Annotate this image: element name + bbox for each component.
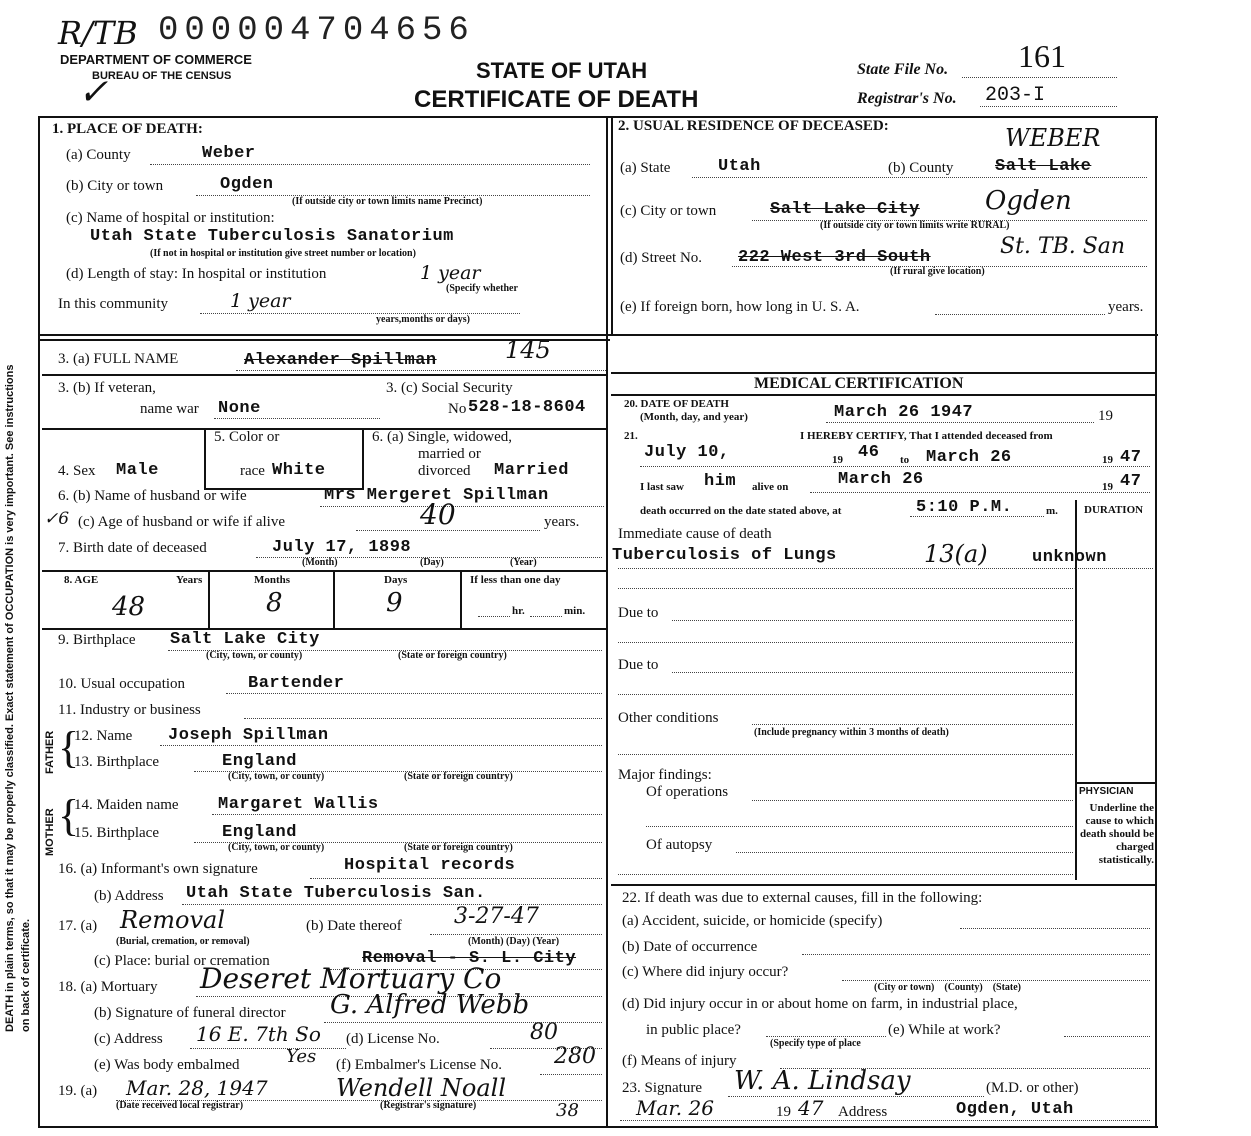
- burial-note: (Burial, cremation, or removal): [116, 936, 250, 947]
- physician-note: Underline the cause to which death should be charged statistically.: [1080, 802, 1154, 866]
- stay-label: (d) Length of stay: In hospital or institution: [66, 266, 327, 282]
- immediate-cause-code: 13(a): [924, 540, 988, 568]
- residence-state-label: (a) State: [620, 160, 671, 176]
- embalmed-label: (e) Was body embalmed: [94, 1057, 240, 1073]
- death-date-suffix: 19: [1098, 408, 1113, 424]
- industry-label: 11. Industry or business: [58, 702, 201, 718]
- mortuary-address-value: 16 E. 7th So: [196, 1022, 321, 1046]
- foreign-born-label: (e) If foreign born, how long in U. S. A.: [620, 299, 860, 315]
- injury-place-note: (Specify type of place: [770, 1038, 861, 1049]
- ssn-value: 528-18-8604: [468, 398, 586, 417]
- mortuary-value: Deseret Mortuary Co: [200, 962, 502, 995]
- occupation-value: Bartender: [248, 674, 345, 693]
- father-brace: {: [58, 723, 80, 772]
- duration-label: DURATION: [1084, 504, 1144, 516]
- mother-city-note: (City, town, or county): [228, 842, 325, 853]
- registrar-number-value: 203-I: [985, 84, 1046, 107]
- last-saw-label: I last saw: [640, 481, 685, 493]
- ssn-label: 3. (c) Social Security: [386, 380, 513, 396]
- attend-to-19: 19: [1102, 454, 1113, 466]
- death-city-label: (b) City or town: [66, 178, 164, 194]
- injury-where-note: (City or town) (County) (State): [874, 982, 1022, 993]
- corner-check: ✓: [78, 72, 109, 113]
- director-value: G. Alfred Webb: [330, 990, 530, 1020]
- attend-to-year: 47: [1120, 448, 1142, 467]
- corner-mark: R/TB: [58, 14, 138, 52]
- months-label: Months: [254, 574, 291, 586]
- marital-label-3: divorced: [418, 463, 471, 479]
- burial-date-note: (Month) (Day) (Year): [468, 936, 560, 947]
- spouse-age-label: (c) Age of husband or wife if alive: [78, 514, 286, 530]
- stay-value: 1 year: [420, 262, 481, 284]
- place-of-death-heading: 1. PLACE OF DEATH:: [52, 121, 203, 137]
- hr-label: hr.: [512, 605, 525, 617]
- attend-to-value: March 26: [926, 448, 1012, 467]
- birthplace-city-note: (City, town, or county): [206, 650, 303, 661]
- community-value: 1 year: [230, 290, 291, 312]
- birthplace-state-note: (State or foreign country): [398, 650, 507, 661]
- occupation-label: 10. Usual occupation: [58, 676, 186, 692]
- residence-street-note: (If rural give location): [890, 266, 985, 277]
- signature-address-label: Address: [838, 1104, 888, 1120]
- veteran-value: None: [218, 399, 261, 418]
- physician-signature-label: 23. Signature: [622, 1080, 702, 1096]
- residence-city-value: Salt Lake City: [770, 200, 920, 219]
- injury-home-label: (d) Did injury occur in or about home on farm, in industrial place,: [622, 996, 1018, 1012]
- margin-instructions-2: on back of certificate.: [20, 918, 32, 1032]
- license-label: (d) License No.: [346, 1031, 440, 1047]
- immediate-cause-label: Immediate cause of death: [618, 526, 772, 542]
- father-birthplace-label: 13. Birthplace: [74, 754, 159, 770]
- mortuary-label: 18. (a) Mortuary: [58, 979, 158, 995]
- mortuary-address-label: (c) Address: [94, 1031, 163, 1047]
- signature-address-value: Ogden, Utah: [956, 1100, 1074, 1119]
- death-date-value: March 26 1947: [834, 403, 974, 422]
- due-to-1-label: Due to: [618, 605, 659, 621]
- signature-year: 47: [798, 1096, 824, 1120]
- residence-state-value: Utah: [718, 157, 761, 176]
- spouse-age-value: 40: [420, 498, 456, 531]
- residence-street-label: (d) Street No.: [620, 250, 703, 266]
- marital-value: Married: [494, 461, 569, 480]
- alive-value: March 26: [838, 470, 924, 489]
- informant-value: Hospital records: [344, 856, 516, 875]
- marital-label: 6. (a) Single, widowed,: [372, 429, 512, 445]
- received-note: (Date received local registrar): [116, 1100, 244, 1111]
- alive-label: alive on: [752, 481, 789, 493]
- registrar-number-label: Registrar's No.: [857, 90, 957, 107]
- mother-birthplace-value: England: [222, 823, 297, 842]
- residence-heading: 2. USUAL RESIDENCE OF DECEASED:: [618, 118, 889, 134]
- signature-date-19: 19: [776, 1104, 791, 1120]
- accident-label: (a) Accident, suicide, or homicide (specify): [622, 913, 883, 929]
- father-side-label: FATHER: [44, 730, 56, 774]
- margin-instructions: DEATH in plain terms, so that it may be properly classified. Exact statement of OCCUPATION is very important. See instructions: [4, 364, 16, 1032]
- birth-date-value: July 17, 1898: [272, 538, 412, 557]
- spouse-value: Mrs Mergeret Spillman: [324, 486, 549, 505]
- physician-signature-value: W. A. Lindsay: [734, 1066, 911, 1096]
- min-label: min.: [564, 605, 586, 617]
- age-days-value: 9: [386, 588, 403, 618]
- days-label: Days: [384, 574, 408, 586]
- death-county-label: (a) County: [66, 147, 131, 163]
- at-work-label: (e) While at work?: [888, 1022, 1001, 1038]
- injury-where-label: (c) Where did injury occur?: [622, 964, 789, 980]
- residence-city-label: (c) City or town: [620, 203, 717, 219]
- mother-name-label: 14. Maiden name: [74, 797, 179, 813]
- alive-year: 47: [1120, 472, 1142, 491]
- age-label: 8. AGE: [64, 574, 99, 586]
- hospital-label: (c) Name of hospital or institution:: [66, 210, 275, 226]
- registrar-signature: Wendell Noall: [336, 1074, 507, 1102]
- physician-signature-suffix: (M.D. or other): [986, 1080, 1079, 1096]
- occurrence-date-label: (b) Date of occurrence: [622, 939, 758, 955]
- state-file-value: 161: [1018, 38, 1066, 74]
- signature-date: Mar. 26: [636, 1096, 714, 1120]
- specify-note: (Specify whether: [446, 283, 518, 294]
- license-value: 80: [530, 1020, 558, 1045]
- certify-text: I HEREBY CERTIFY, That I attended deceased from: [800, 430, 1053, 442]
- years-label: Years: [176, 574, 203, 586]
- burial-value: Removal: [120, 906, 226, 934]
- residence-street-value: 222 West 3rd South: [738, 248, 931, 267]
- informant-address-value: Utah State Tuberculosis San.: [186, 884, 486, 903]
- mother-name-value: Margaret Wallis: [218, 795, 379, 814]
- residence-county-label: (b) County: [888, 160, 954, 176]
- other-conditions-note: (Include pregnancy within 3 months of death): [754, 727, 949, 738]
- informant-label: 16. (a) Informant's own signature: [58, 861, 258, 877]
- occurred-value: 5:10 P.M.: [916, 498, 1013, 517]
- embalmer-label: (f) Embalmer's License No.: [336, 1057, 502, 1073]
- received-label: 19. (a): [58, 1083, 98, 1099]
- father-birthplace-value: England: [222, 752, 297, 771]
- birthplace-label: 9. Birthplace: [58, 632, 136, 648]
- residence-city-hand: Ogden: [985, 186, 1072, 216]
- birth-date-label: 7. Birth date of deceased: [58, 540, 207, 556]
- foreign-born-suffix: years.: [1108, 299, 1144, 315]
- birth-day-note: (Day): [420, 557, 444, 568]
- operations-label: Of operations: [646, 784, 729, 800]
- marital-label-2: married or: [418, 446, 481, 462]
- certificate-title: CERTIFICATE OF DEATH: [414, 86, 699, 113]
- medical-heading: MEDICAL CERTIFICATION: [754, 375, 964, 392]
- occurred-label: death occurred on the date stated above, at: [640, 505, 842, 517]
- state-title: STATE OF UTAH: [476, 58, 648, 83]
- major-findings-label: Major findings:: [618, 767, 712, 783]
- m-label: m.: [1046, 505, 1058, 517]
- immediate-cause-value: Tuberculosis of Lungs: [612, 546, 837, 565]
- father-name-value: Joseph Spillman: [168, 726, 329, 745]
- certificate-number: 000004704656: [158, 12, 475, 50]
- bureau-label: BUREAU OF THE CENSUS: [92, 70, 232, 82]
- father-state-note: (State or foreign country): [404, 771, 513, 782]
- certify-number: 21.: [624, 430, 638, 442]
- burial-place-value: Removal - S. L. City: [362, 949, 577, 968]
- residence-city-note: (If outside city or town limits write RURAL): [820, 220, 1010, 231]
- death-date-label: 20. DATE OF DEATH: [624, 398, 729, 410]
- attend-from-19: 19: [832, 454, 843, 466]
- less-than-day-label: If less than one day: [470, 574, 561, 586]
- residence-county-value: Salt Lake: [995, 157, 1092, 176]
- death-date-note: (Month, day, and year): [640, 411, 748, 423]
- burial-date-value: 3-27-47: [454, 904, 539, 929]
- race-value: White: [272, 461, 326, 480]
- informant-address-label: (b) Address: [94, 888, 164, 904]
- full-name-label: 3. (a) FULL NAME: [58, 351, 179, 367]
- death-county-value: Weber: [202, 144, 256, 163]
- mother-side-label: MOTHER: [44, 808, 56, 856]
- spouse-age-check: ✓6: [44, 509, 70, 529]
- attend-from-year: 46: [858, 443, 880, 462]
- birth-year-note: (Year): [510, 557, 537, 568]
- father-city-note: (City, town, or county): [228, 771, 325, 782]
- duration-value: unknown: [1032, 548, 1107, 567]
- attend-from-value: July 10,: [644, 443, 730, 462]
- veteran-label: 3. (b) If veteran,: [58, 380, 156, 396]
- burial-date-label: (b) Date thereof: [306, 918, 402, 934]
- sex-value: Male: [116, 461, 159, 480]
- death-city-note: (If outside city or town limits name Precinct): [292, 196, 483, 207]
- birth-month-note: (Month): [302, 557, 338, 568]
- mother-state-note: (State or foreign country): [404, 842, 513, 853]
- burial-label: 17. (a): [58, 918, 98, 934]
- attend-to-label: to: [900, 454, 910, 466]
- spouse-age-suffix: years.: [544, 514, 580, 530]
- embalmer-value: 280: [554, 1044, 596, 1069]
- age-years-value: 48: [112, 592, 146, 622]
- injury-home-label-2: in public place?: [646, 1022, 741, 1038]
- embalmed-value: Yes: [286, 1046, 317, 1067]
- director-label: (b) Signature of funeral director: [94, 1005, 286, 1021]
- mother-brace: {: [58, 791, 80, 840]
- sex-label: 4. Sex: [58, 463, 96, 479]
- physician-heading: PHYSICIAN: [1079, 786, 1134, 797]
- means-of-injury-label: (f) Means of injury: [622, 1053, 737, 1069]
- full-name-hand: 145: [505, 336, 551, 364]
- father-name-label: 12. Name: [74, 728, 133, 744]
- ssn-prefix: No: [448, 401, 467, 417]
- veteran-label-2: name war: [140, 401, 199, 417]
- other-conditions-label: Other conditions: [618, 710, 719, 726]
- department-label: DEPARTMENT OF COMMERCE: [60, 52, 252, 67]
- race-label: race: [240, 463, 265, 479]
- residence-street-hand: St. TB. San: [1000, 234, 1126, 259]
- mother-birthplace-label: 15. Birthplace: [74, 825, 159, 841]
- hospital-value: Utah State Tuberculosis Sanatorium: [90, 227, 454, 246]
- due-to-2-label: Due to: [618, 657, 659, 673]
- death-city-value: Ogden: [220, 175, 274, 194]
- community-label: In this community: [58, 296, 168, 312]
- received-value: Mar. 28, 1947: [126, 1076, 268, 1100]
- full-name-value: Alexander Spillman: [244, 351, 437, 370]
- state-file-label: State File No.: [857, 61, 949, 78]
- alive-19: 19: [1102, 481, 1113, 493]
- last-saw-who: him: [704, 472, 737, 491]
- birthplace-value: Salt Lake City: [170, 630, 320, 649]
- hospital-note: (If not in hospital or institution give street number or location): [150, 248, 416, 259]
- units-note: years,months or days): [376, 314, 470, 325]
- age-months-value: 8: [266, 588, 283, 618]
- burial-place-label: (c) Place: burial or cremation: [94, 953, 270, 969]
- spouse-label: 6. (b) Name of husband or wife: [58, 488, 247, 504]
- registrar-num: 38: [556, 1100, 579, 1121]
- color-label: 5. Color or: [214, 429, 280, 445]
- registrar-sig-note: (Registrar's signature): [380, 1100, 477, 1111]
- external-heading: 22. If death was due to external causes, fill in the following:: [622, 890, 983, 906]
- autopsy-label: Of autopsy: [646, 837, 713, 853]
- residence-extra-county: WEBER: [1005, 124, 1101, 152]
